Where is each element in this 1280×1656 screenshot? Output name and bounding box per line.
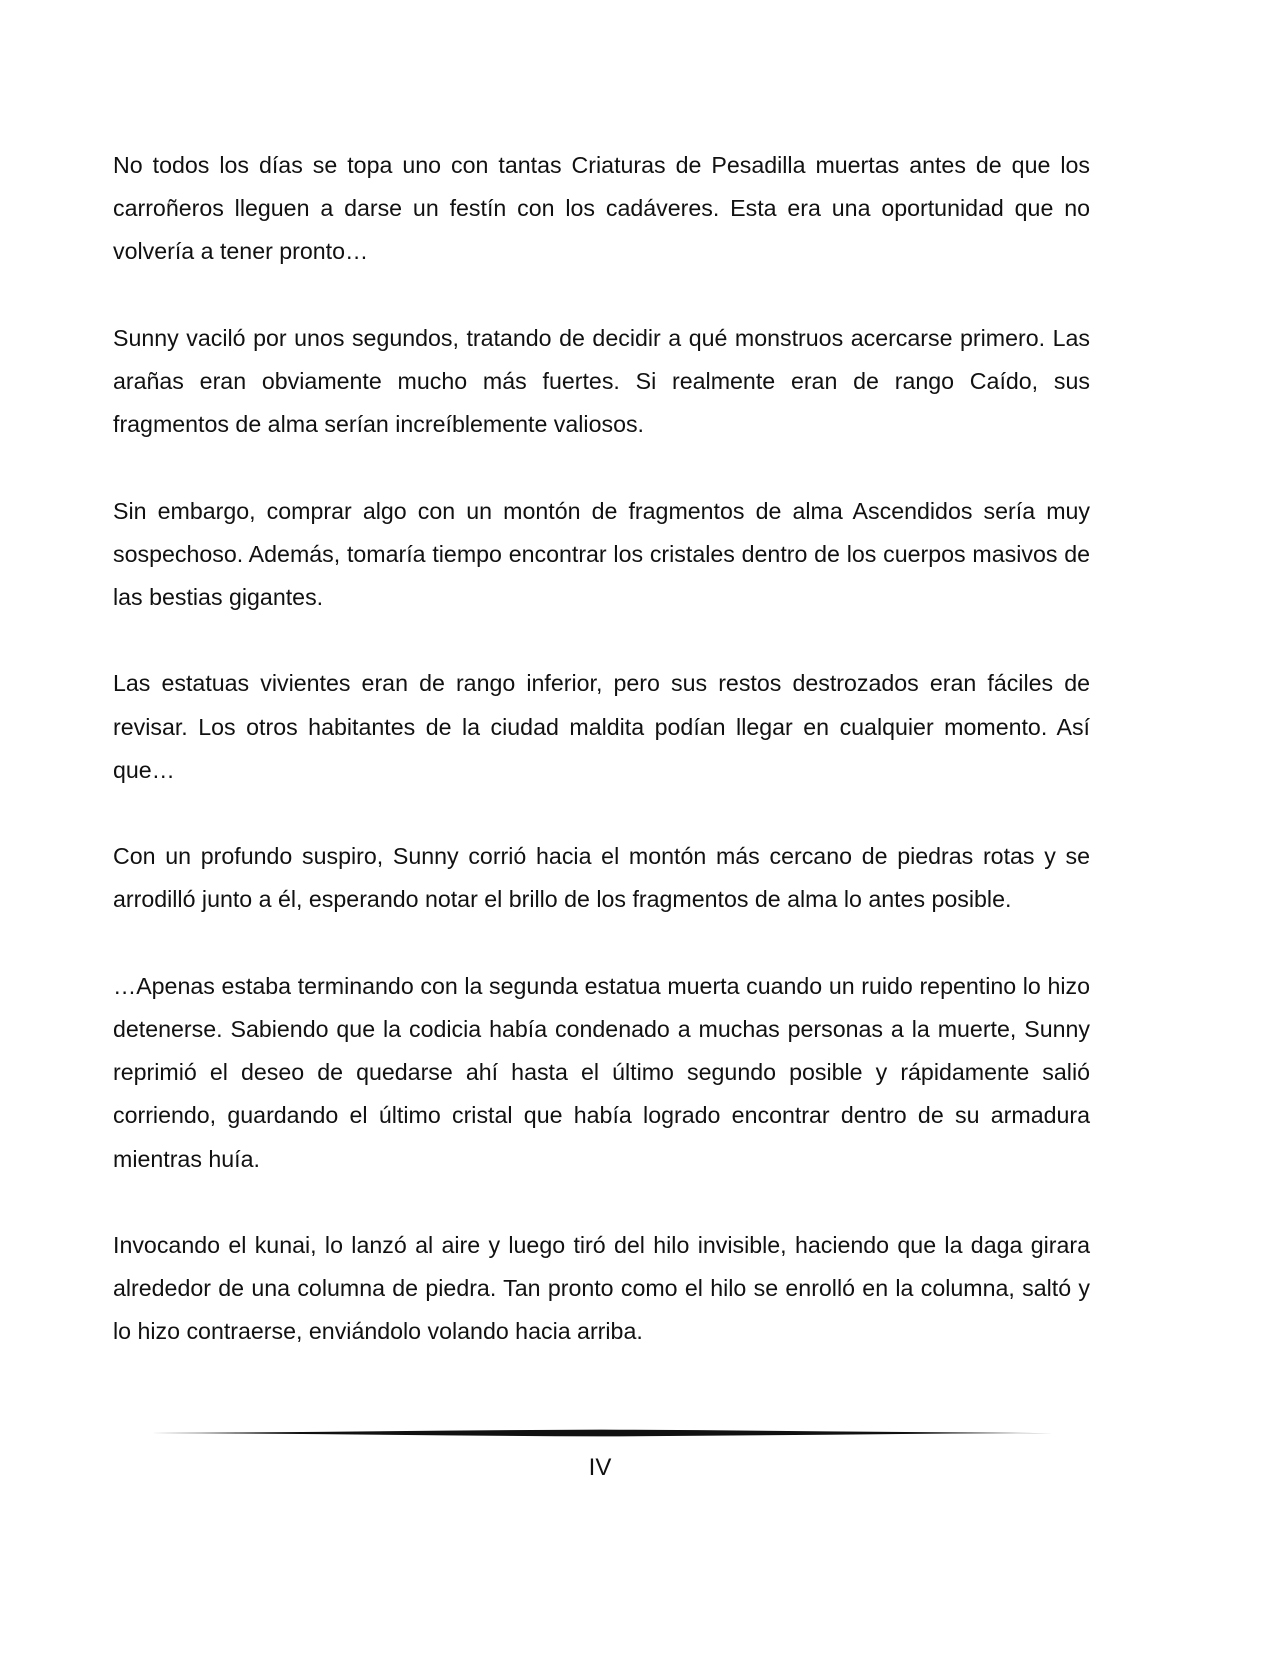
paragraph-6: …Apenas estaba terminando con la segunda estatua muerta cuando un ruido repentino lo hizo detenerse. Sabiendo que la codicia había condenado a muchas personas a la muerte, Sunny reprimió el deseo de quedarse ahí hasta el último segundo posible y rápidamente salió corriendo, guardando el último cristal que había logrado encontrar dentro de su armadura mientras huía. xyxy=(113,972,1090,1172)
page-number: IV xyxy=(588,1454,612,1481)
paragraph-3: Sin embargo, comprar algo con un montón de fragmentos de alma Ascendidos sería muy sospechoso. Además, tomaría tiempo encontrar los cristales dentro de los cuerpos masivos de las bestias gigantes. xyxy=(113,497,1090,610)
paragraph-4: Las estatuas vivientes eran de rango inferior, pero sus restos destrozados eran fáciles de revisar. Los otros habitantes de la ciudad maldita podían llegar en cualquier momento. Así que… xyxy=(113,670,1090,783)
divider-swell xyxy=(151,1430,1053,1437)
paragraph-5: Con un profundo suspiro, Sunny corrió hacia el montón más cercano de piedras rotas y se arrodilló junto a él, esperando notar el brillo de los fragmentos de alma lo antes posible. xyxy=(113,843,1090,913)
paragraph-2: Sunny vaciló por unos segundos, tratando de decidir a qué monstruos acercarse primero. Las arañas eran obviamente mucho más fuertes. Si realmente eran de rango Caído, sus fragmentos de alma serían increíblemente valiosos. xyxy=(113,324,1090,438)
footer-divider xyxy=(151,1428,1053,1438)
paragraph-1: No todos los días se topa uno con tantas Criaturas de Pesadilla muertas antes de que los carroñeros lleguen a darse un festín con los cadáveres. Esta era una oportunidad que no volvería a tener pronto… xyxy=(113,152,1090,265)
body-text xyxy=(113,144,1090,1354)
paragraph-7: Invocando el kunai, lo lanzó al aire y luego tiró del hilo invisible, haciendo que la daga girara alrededor de una columna de piedra. Tan pronto como el hilo se enrolló en la columna, saltó y lo hizo contraerse, enviándolo volando hacia arriba. xyxy=(113,1231,1090,1345)
